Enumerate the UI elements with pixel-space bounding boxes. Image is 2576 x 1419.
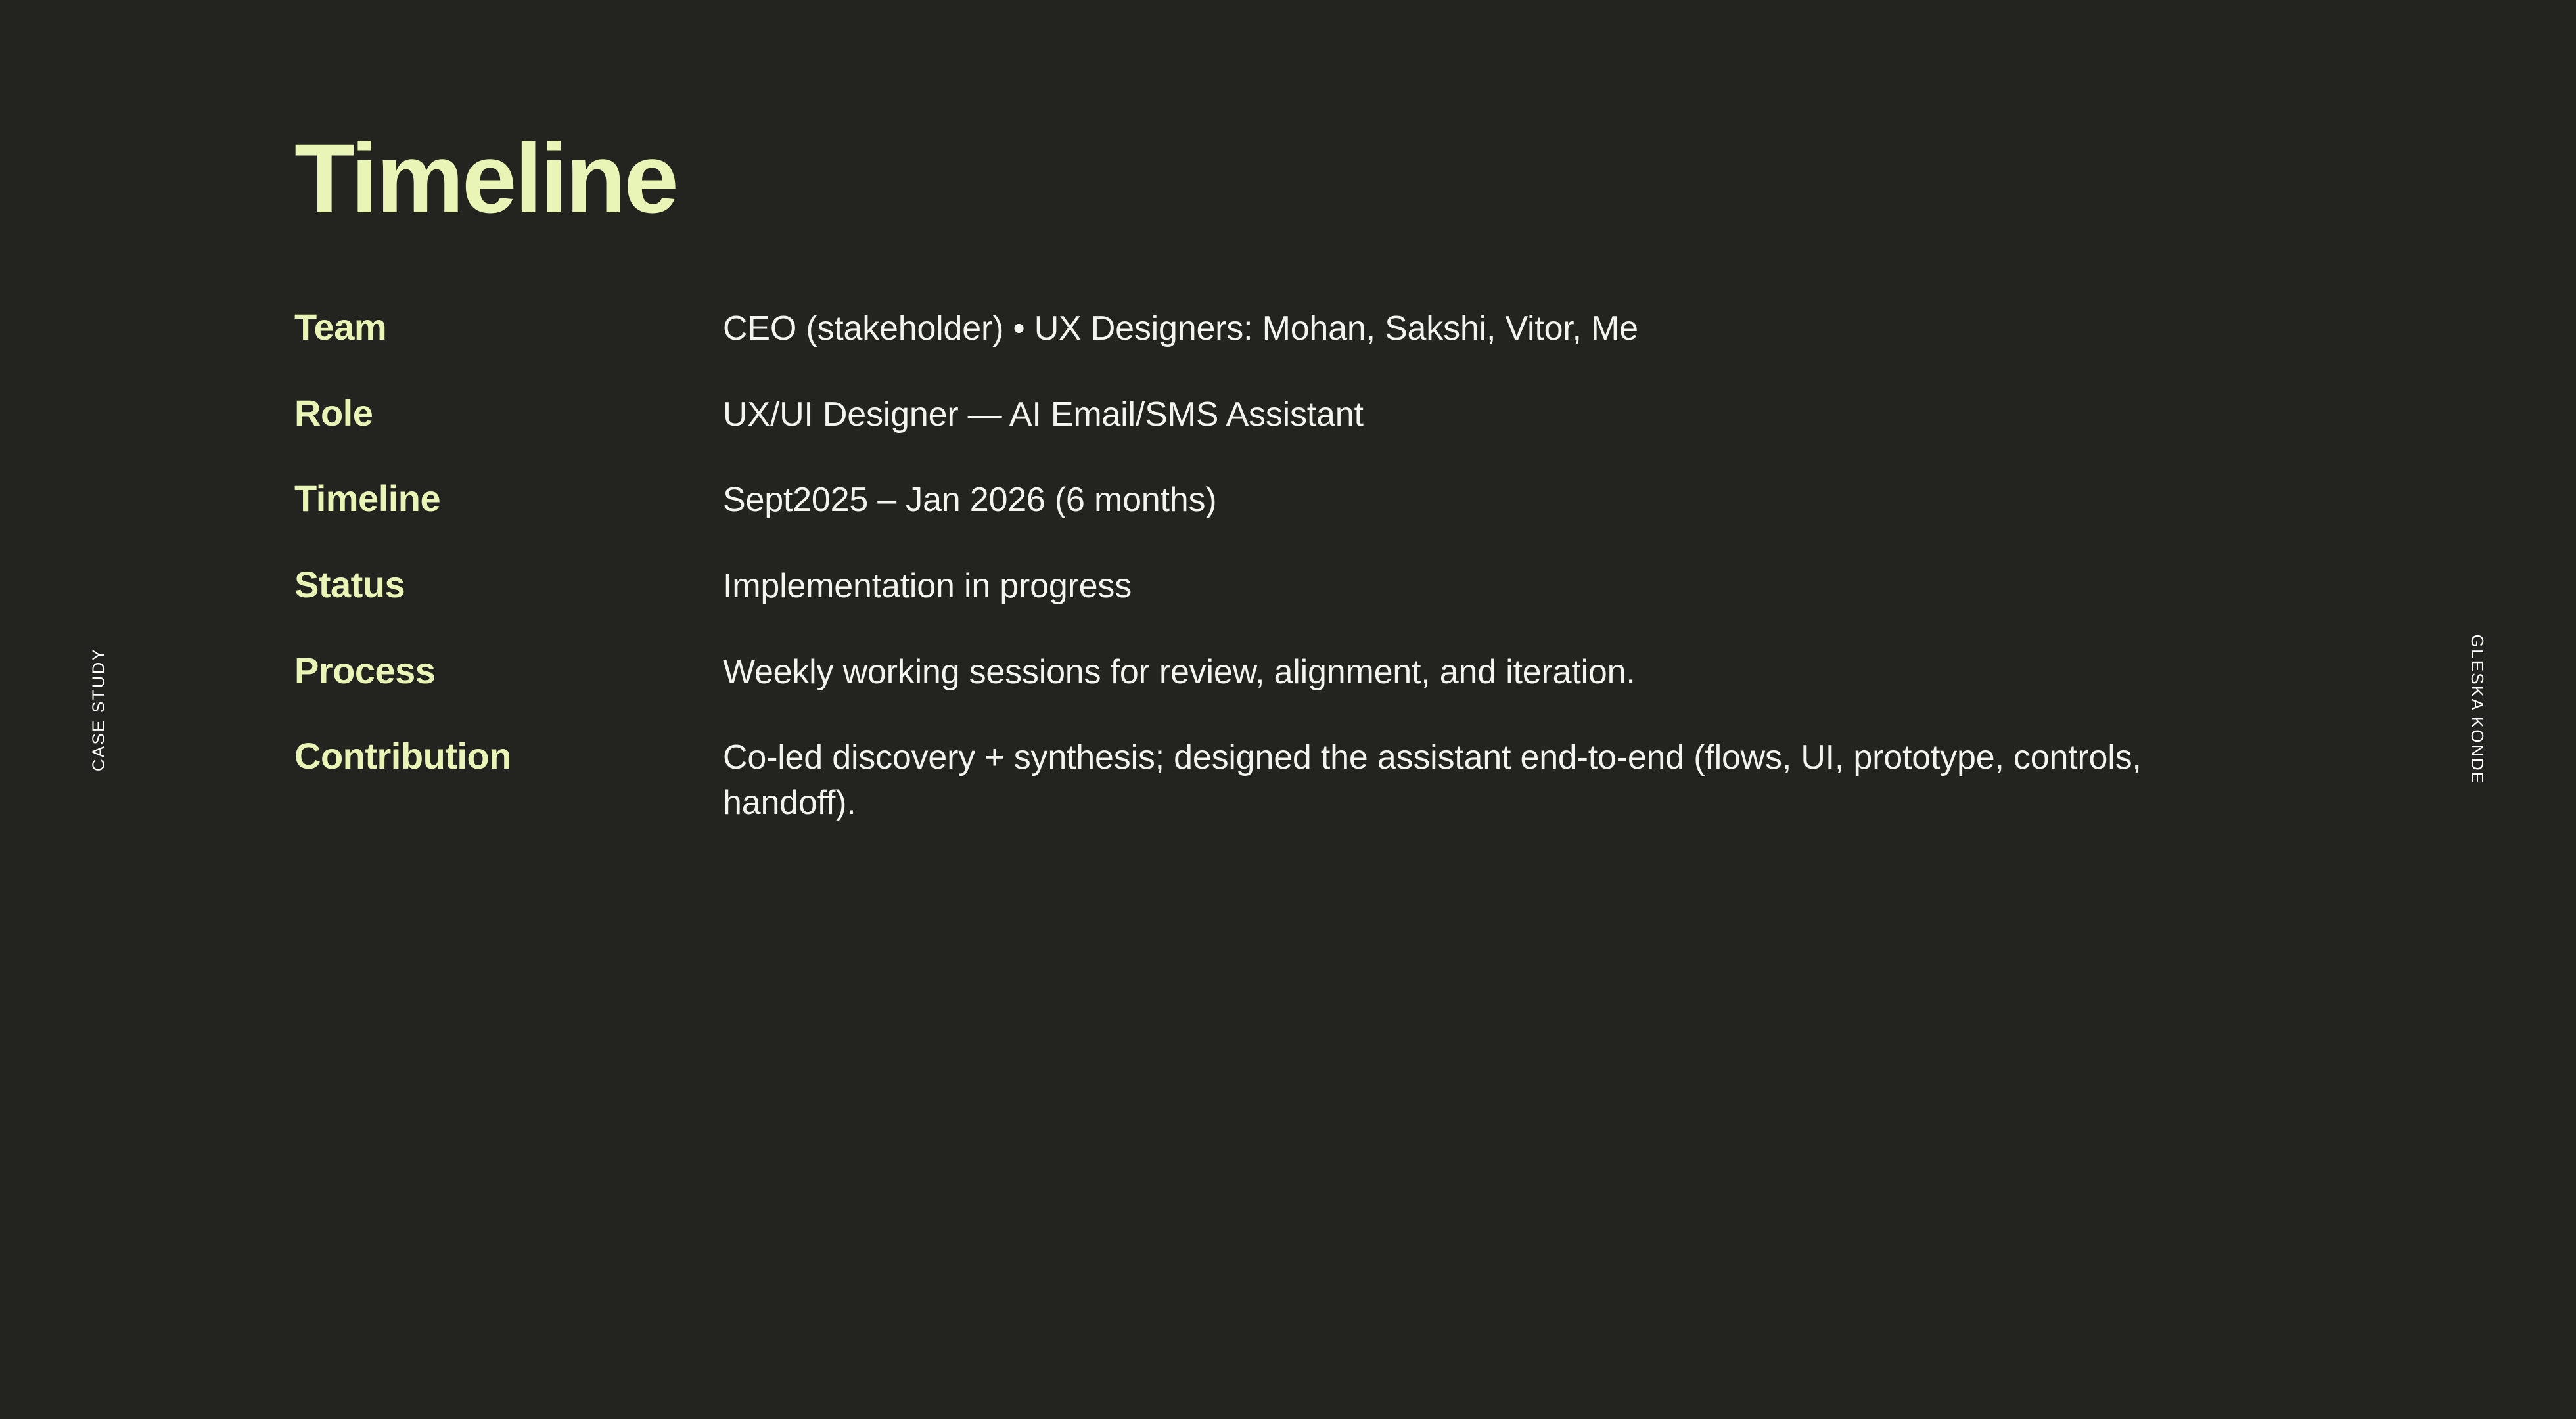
list-item [294,650,2266,695]
detail-label-process: Process [294,649,436,691]
list-item [294,478,2266,523]
list-item [294,392,2266,438]
list-item [294,735,2266,825]
detail-value-contribution: Co-led discovery + synthesis; designed the assistant end-to-end (flows, UI, prototype, controls, handoff). [723,738,2142,822]
side-label-case-study: CASE STUDY [88,647,108,772]
list-item [294,564,2266,609]
page-title: Timeline [294,123,677,233]
details-list [294,306,2266,825]
detail-label-role: Role [294,392,373,434]
detail-label-team: Team [294,306,387,348]
list-item [294,306,2266,351]
detail-label-status: Status [294,563,405,605]
side-label-author: GLESKA KONDE [2468,634,2488,785]
slide-content [294,123,2266,825]
detail-label-contribution: Contribution [294,735,511,777]
detail-value-role: UX/UI Designer — AI Email/SMS Assistant [723,395,1364,434]
detail-value-timeline: Sept2025 – Jan 2026 (6 months) [723,481,1217,520]
detail-value-team: CEO (stakeholder) • UX Designers: Mohan, Sakshi, Vitor, Me [723,309,1638,348]
detail-value-status: Implementation in progress [723,566,1132,605]
detail-label-timeline: Timeline [294,478,441,520]
detail-value-process: Weekly working sessions for review, alignment, and iteration. [723,652,1636,691]
